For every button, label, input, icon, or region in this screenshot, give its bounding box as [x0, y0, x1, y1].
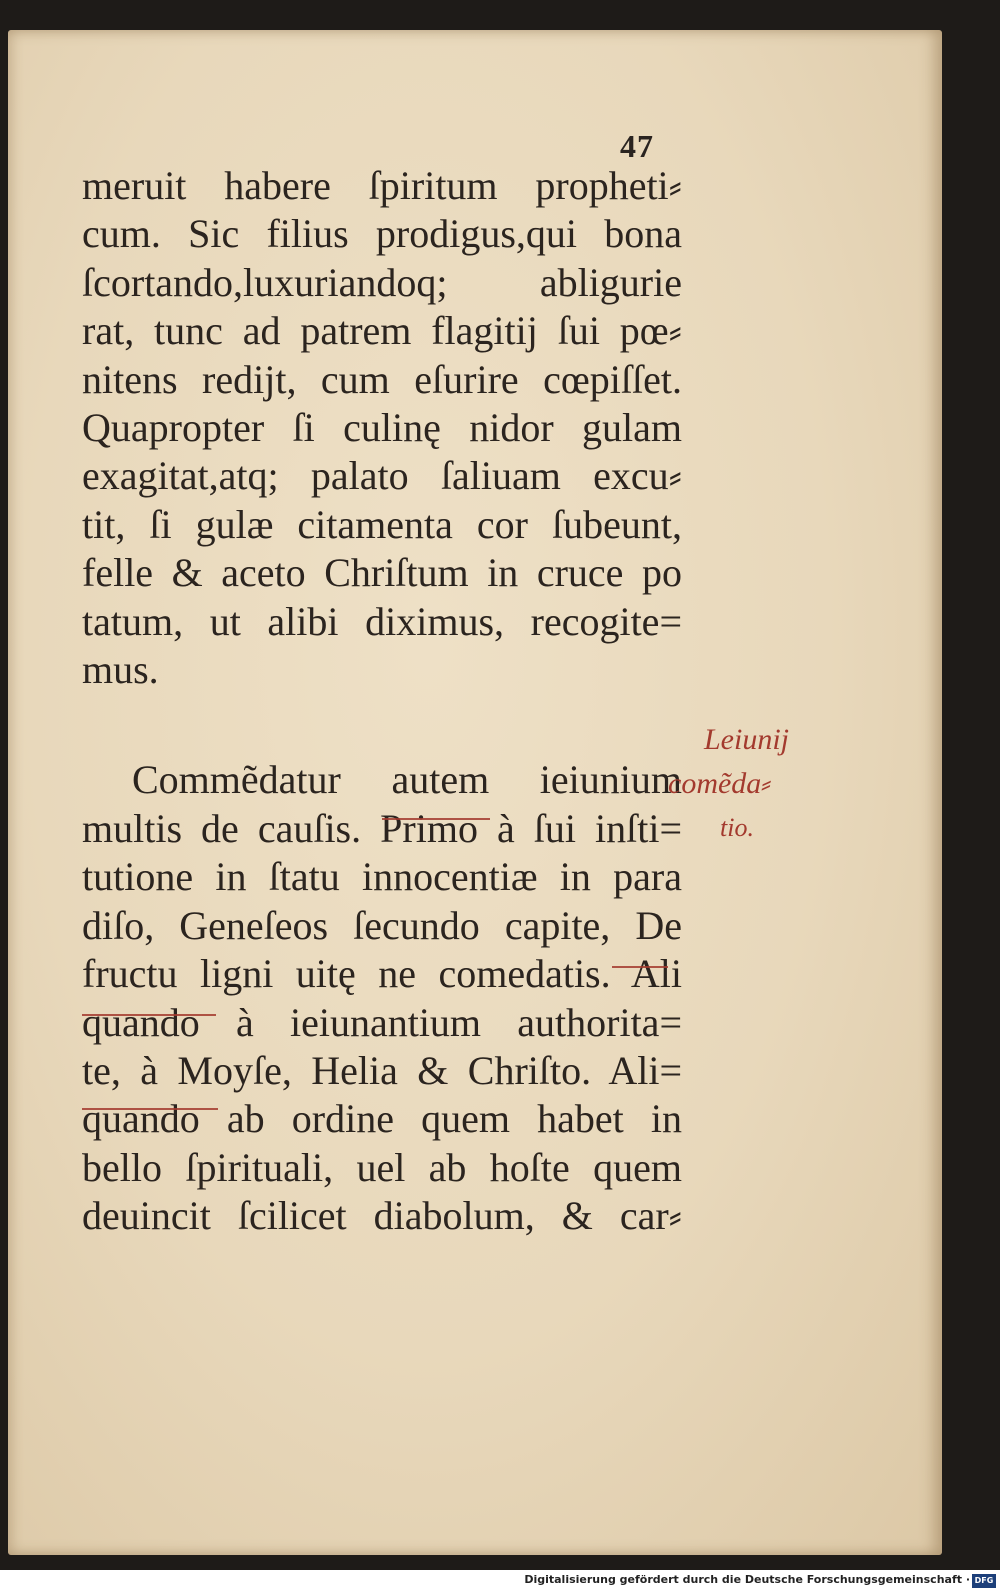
text-line: nitens redijt, cum eſurire cœpiſſet. — [82, 356, 682, 402]
paragraph-2 — [82, 756, 682, 1240]
text-line: exagitat,atq; palato ſaliuam excu⸗ — [82, 453, 682, 499]
text-line: Quapropter ſi culinę nidor gulam — [82, 405, 682, 451]
text-line: cum. Sic filius prodigus,qui bona — [82, 211, 682, 257]
text-line: quando à ieiunantium authorita= — [82, 999, 682, 1045]
text-line: te, à Moyſe, Helia & Chriſto. Ali= — [82, 1047, 682, 1093]
main-text — [82, 162, 682, 1241]
text-line: Commẽdatur autem ieiunium — [132, 757, 682, 803]
text-line: tatum, ut alibi diximus, recogite= — [82, 598, 682, 644]
annotation-underline — [82, 1108, 218, 1110]
text-line: mus. — [82, 647, 159, 693]
dfg-logo: DFG — [972, 1574, 996, 1588]
text-line: diſo, Geneſeos ſecundo capite, De — [82, 902, 682, 948]
annotation-underline — [612, 966, 668, 968]
text-line: fructu ligni uitę ne comedatis. Ali — [82, 951, 682, 997]
annotation-underline — [82, 1014, 216, 1016]
text-line: tutione in ſtatu innocentiæ in para — [82, 854, 682, 900]
margin-note-line: Leiunij — [704, 723, 790, 756]
margin-note-line: comẽda⸗ — [668, 767, 772, 800]
text-line: tit, ſi gulæ citamenta cor ſubeunt, — [82, 501, 682, 547]
margin-annotation — [668, 718, 868, 850]
page-number: 47 — [620, 128, 654, 164]
text-line: felle & aceto Chriſtum in cruce po — [82, 550, 682, 596]
paragraph-1 — [82, 162, 682, 694]
margin-note-line: tio. — [720, 813, 754, 842]
funding-credit: Digitalisierung gefördert durch die Deutsche Forschungsgemeinschaft · — [524, 1573, 970, 1586]
text-line: deuincit ſcilicet diabolum, & car⸗ — [82, 1193, 682, 1239]
text-line: multis de cauſis. Primo à ſui inſti= — [82, 805, 682, 851]
footer-bar — [0, 1570, 1000, 1592]
annotation-underline — [382, 818, 490, 820]
text-line: meruit habere ſpiritum propheti⸗ — [82, 163, 682, 208]
text-line: bello ſpirituali, uel ab hoſte quem — [82, 1144, 682, 1190]
text-line: quando ab ordine quem habet in — [82, 1096, 682, 1142]
text-line: ſcortando,luxuriandoq; abligurie — [82, 259, 682, 305]
text-line: rat, tunc ad patrem flagitij ſui pœ⸗ — [82, 308, 682, 354]
